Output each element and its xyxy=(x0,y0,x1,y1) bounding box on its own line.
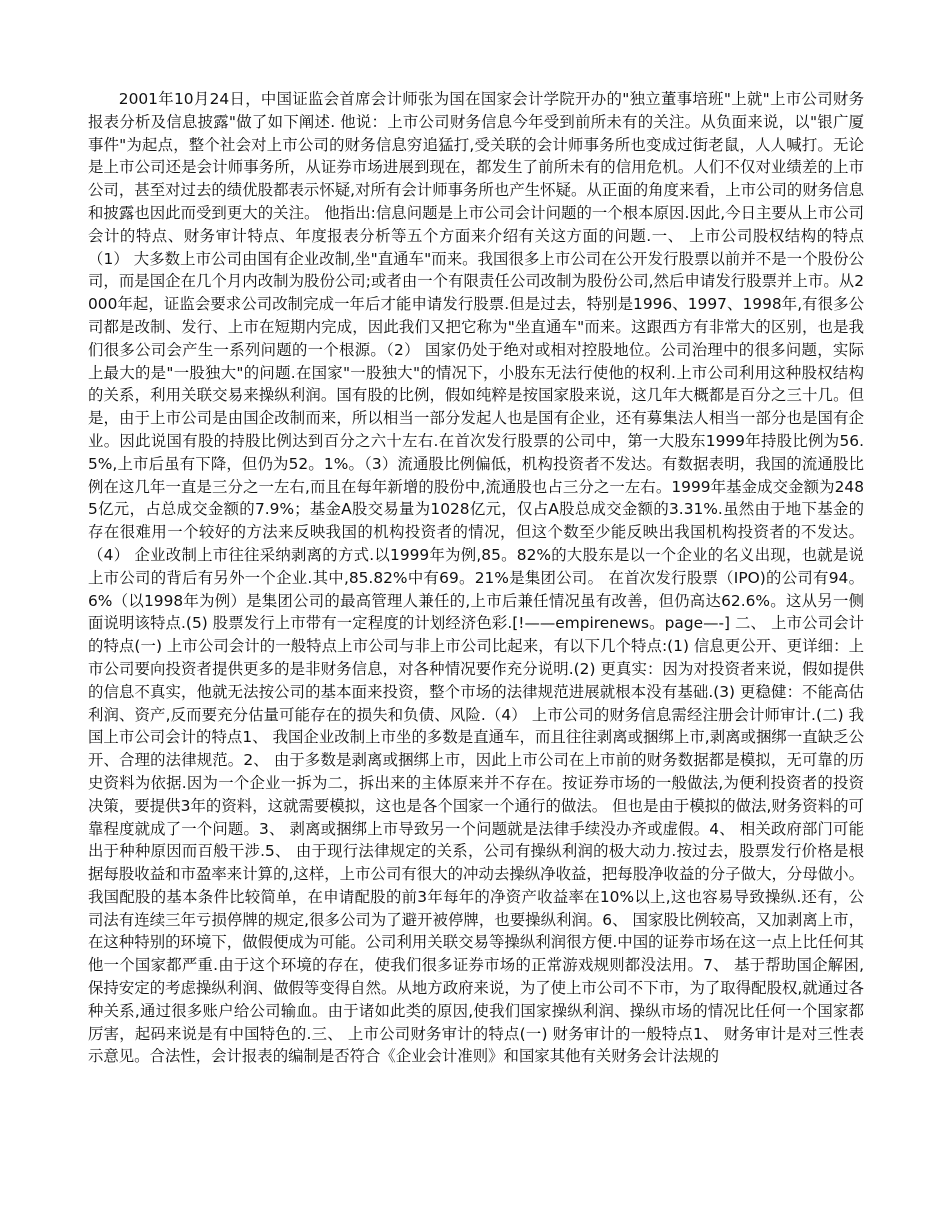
article-body-paragraph: 2001年10月24日，中国证监会首席会计师张为国在国家会计学院开办的"独立董事培班"上就"上市公司财务报表分析及信息披露"做了如下阐述. 他说：上市公司财务信息今年受到前所未有的关注。从负面来说，以"银广厦事件"为起点，整个社会对上市公司的财务信息穷追猛打,受关联的会计师事务所也变成过街老鼠，人人喊打。无论是上市公司还是会计师事务所，从证券市场进展到现在，都发生了前所未有的信用危机。人们不仅对业绩差的上市公司，甚至对过去的绩优股都表示怀疑,对所有会计师事务所也产生怀疑。从正面的角度来看，上市公司的财务信息和披露也因此而受到更大的关注。 他指出:信息问题是上市公司会计问题的一个根本原因.因此,今日主要从上市公司会计的特点、财务审计特点、年度报表分析等五个方面来介绍有关这方面的问题.一、 上市公司股权结构的特点（1） 大多数上市公司由国有企业改制,坐"直通车"而来。我国很多上市公司在公开发行股票以前并不是一个股份公司，而是国企在几个月内改制为股份公司;或者由一个有限责任公司改制为股份公司,然后申请发行股票并上市。从2000年起，证监会要求公司改制完成一年后才能申请发行股票.但是过去，特别是1996、1997、1998年,有很多公司都是改制、发行、上市在短期内完成，因此我们又把它称为"坐直通车"而来。这跟西方有非常大的区别，也是我们很多公司会产生一系列问题的一个根源。（2） 国家仍处于绝对或相对控股地位。公司治理中的很多问题，实际上最大的是"一股独大"的问题.在国家"一股独大"的情况下，小股东无法行使他的权利.上市公司利用这种股权结构的关系，利用关联交易来操纵利润。国有股的比例，假如纯粹是按国家股来说，这几年大概都是百分之三十几。但是，由于上市公司是由国企改制而来，所以相当一部分发起人也是国有企业，还有募集法人相当一部分也是国有企业。因此说国有股的持股比例达到百分之六十左右.在首次发行股票的公司中，第一大股东1999年持股比例为56.5%,上市后虽有下降，但仍为52。1%。（3）流通股比例偏低，机构投资者不发达。有数据表明，我国的流通股比例在这几年一直是三分之一左右,而且在每年新增的股份中,流通股也占三分之一左右。1999年基金成交金额为2485亿元，占总成交金额的7.9%；基金A股交易量为1028亿元，仅占A股总成交金额的3.31%.虽然由于地下基金的存在很难用一个较好的方法来反映我国的机构投资者的情况，但这个数至少能反映出我国机构投资者的不发达。（4） 企业改制上市往往采纳剥离的方式.以1999年为例,85。82%的大股东是以一个企业的名义出现，也就是说上市公司的背后有另外一个企业.其中,85.82%中有69。21%是集团公司。 在首次发行股票（IPO)的公司有94。6%（以1998年为例）是集团公司的最高管理人兼任的,上市后兼任情况虽有改善，但仍高达62.6%。这从另一侧面说明该特点.(5) 股票发行上市带有一定程度的计划经济色彩.[!——empirenews。page—-] 二、 上市公司会计的特点(一) 上市公司会计的一般特点上市公司与非上市公司比起来，有以下几个特点:(1) 信息更公开、更详细：上市公司要向投资者提供更多的是非财务信息，对各种情况要作充分说明.(2) 更真实：因为对投资者来说，假如提供的信息不真实，他就无法按公司的基本面来投资，整个市场的法律规范进展就根本没有基础.(3) 更稳健：不能高估利润、资产,反而要充分估量可能存在的损失和负债、风险.（4） 上市公司的财务信息需经注册会计师审计.(二) 我国上市公司会计的特点1、 我国企业改制上市坐的多数是直通车，而且往往剥离或捆绑上市,剥离或捆绑一直缺乏公开、合理的法律规范。2、 由于多数是剥离或捆绑上市，因此上市公司在上市前的财务数据都是模拟，无可靠的历史资料为依据.因为一个企业一拆为二，拆出来的主体原来并不存在。按证券市场的一般做法,为便利投资者的投资决策，要提供3年的资料，这就需要模拟，这也是各个国家一个通行的做法。 但也是由于模拟的做法,财务资料的可靠程度就成了一个问题。3、 剥离或捆绑上市导致另一个问题就是法律手续没办齐或虚假。4、 相关政府部门可能出于种种原因而百般干涉.5、 由于现行法律规定的关系，公司有操纵利润的极大动力.按过去，股票发行价格是根据每股收益和市盈率来计算的,这样，上市公司有很大的冲动去操纵净收益，把每股净收益的分子做大，分母做小。我国配股的基本条件比较简单，在申请配股的前3年每年的净资产收益率在10%以上,这也容易导致操纵.还有，公司法有连续三年亏损停牌的规定,很多公司为了避开被停牌，也要操纵利润。6、 国家股比例较高，又加剥离上市，在这种特别的环境下，做假便成为可能。公司利用关联交易等操纵利润很方便.中国的证券市场在这一点上比任何其他一个国家都严重.由于这个环境的存在，使我们很多证券市场的正常游戏规则都没法用。7、 基于帮助国企解困,保持安定的考虑操纵利润、做假等变得自然。从地方政府来说，为了使上市公司不下市，为了取得配股权,就通过各种关系,通过很多账户给公司输血。由于诸如此类的原因,使我们国家操纵利润、操纵市场的情况比任何一个国家都厉害，起码来说是有中国特色的.三、 上市公司财务审计的特点(一) 财务审计的一般特点1、 财务审计是对三性表示意见。合法性，会计报表的编制是否符合《企业会计准则》和国家其他有关财务会计法规的 xyxy=(88,90,864,1066)
document-page xyxy=(88,88,864,1068)
